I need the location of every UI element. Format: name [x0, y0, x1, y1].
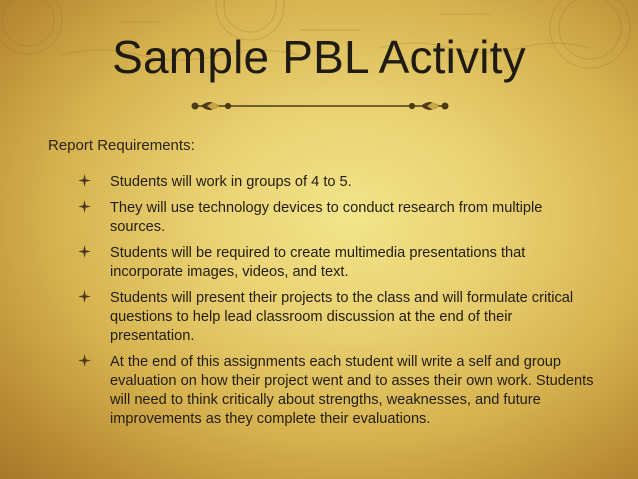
- four-point-star-icon: [78, 200, 91, 213]
- list-item: [78, 353, 598, 429]
- slide-title: Sample PBL Activity: [112, 31, 526, 83]
- list-item-text: At the end of this assignments each student will write a self and group evaluation on how their project went and to asses their own work. Students will need to think critically about strengths, weaknesses, and future improvements as they complete their evaluations.: [110, 354, 594, 427]
- list-item: [78, 199, 598, 237]
- list-item-text: Students will present their projects to the class and will formulate critical questions to help lead classroom discussion at the end of their presentation.: [110, 290, 574, 344]
- list-item: [78, 173, 598, 192]
- list-item-text: Students will work in groups of 4 to 5.: [110, 174, 352, 190]
- list-item-text: They will use technology devices to conduct research from multiple sources.: [110, 200, 543, 235]
- list-item: [78, 244, 598, 282]
- list-item: [78, 289, 598, 346]
- section-heading: Report Requirements:: [48, 137, 195, 154]
- four-point-star-icon: [78, 354, 91, 367]
- four-point-star-icon: [78, 174, 91, 187]
- four-point-star-icon: [78, 290, 91, 303]
- list-item-text: Students will be required to create multimedia presentations that incorporate images, videos, and text.: [110, 245, 526, 280]
- divider-ornament-icon: [185, 95, 455, 117]
- four-point-star-icon: [78, 245, 91, 258]
- requirements-list: [78, 173, 598, 436]
